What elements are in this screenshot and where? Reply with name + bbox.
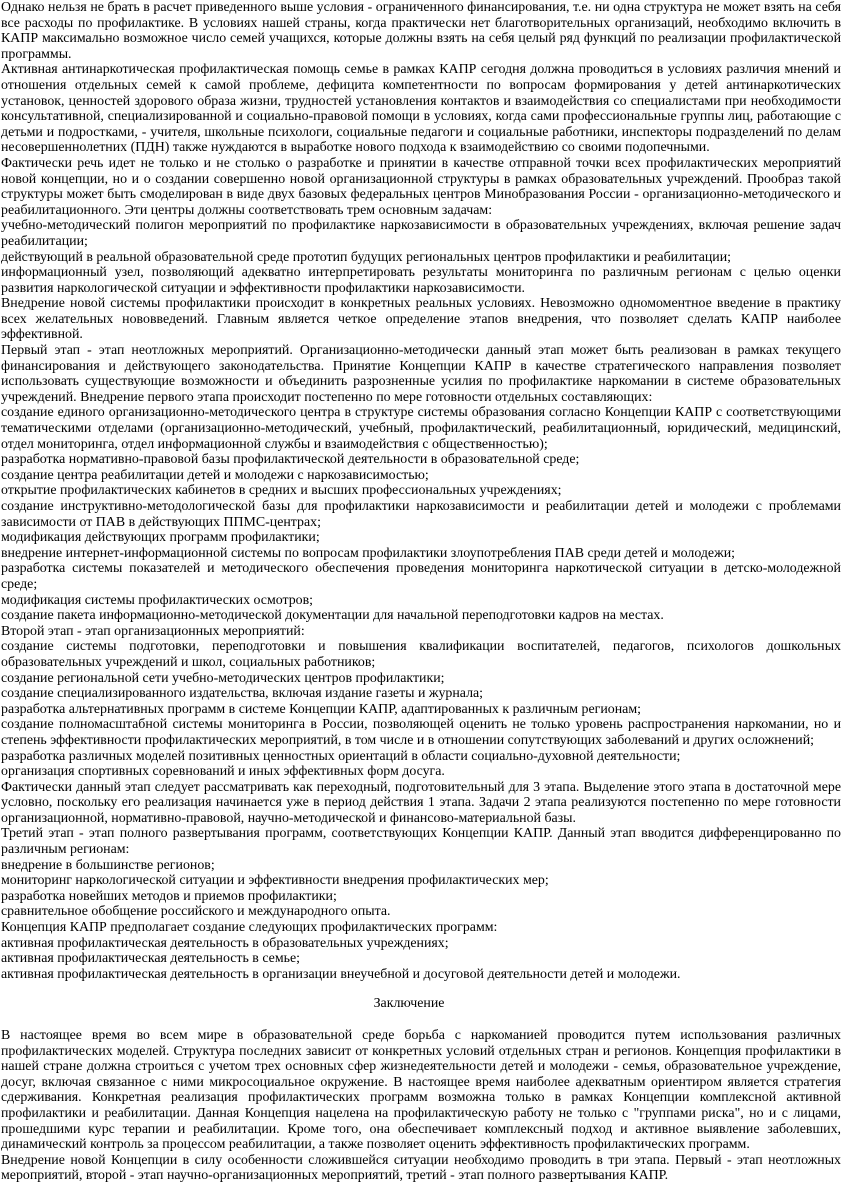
paragraph: Активная антинаркотическая профилактическая помощь семье в рамках КАПР сегодня должна проводиться в условиях различия мнений и отношения отдельных семей к самой проблеме, дефицита компетентности по вопросам формирования у детей антинаркотических установок, ценностей здорового образа жизни, трудностей установления контактов и взаимодействия со специалистами при необходимости консультативной, специализированной и социально-правовой помощи в условиях, когда сами профессиональные группы лиц, работающие с детьми и подростками, - учителя, школьные психологи, социальные педагоги и социальные работники, инспекторы подразделений по делам несовершеннолетних (ПДН) также нуждаются в выработке нового подхода к взаимодействию со своими подопечными. bbox=[1, 62, 841, 156]
document-body bbox=[1, 0, 841, 1184]
list-item: разработка новейших методов и приемов профилактики; bbox=[1, 888, 337, 904]
list-item: создание специализированного издательства, включая издание газеты и журнала; bbox=[1, 686, 484, 702]
paragraph: Внедрение новой системы профилактики происходит в конкретных реальных условиях. Невозможно одномоментное введение в практику всех желательных нововведений. Главным является четкое определение этапов внедрения, что позволяет сделать КАПР наиболее эффективной. bbox=[1, 296, 841, 343]
paragraph: В настоящее время во всем мире в образовательной среде борьба с наркоманией проводится путем использования различных профилактических моделей. Структура последних зависит от конкретных условий отдельных стран и регионов. Концепция профилактики в нашей стране должна строиться с учетом трех основных сфер жизнедеятельности детей и молодежи - семья, образовательное учреждение, досуг, включая связанное с ними микросоциальное окружение. В настоящее время наиболее адекватным ориентиром является стратегия сдерживания. Конкретная реализация профилактических программ возможна только в рамках Концепции комплексной активной профилактики и реабилитации. Данная Концепция нацелена на профилактическую работу не только с "группами риска", но и с лицами, прошедшими курс терапии и реабилитации. Кроме того, она обеспечивает комплексный подход и активное выявление заболевших, динамический контроль за процессом реабилитации, а также позволяет оценить эффективность профилактических программ. bbox=[1, 1028, 841, 1153]
list-item: создание региональной сети учебно-методических центров профилактики; bbox=[1, 670, 445, 686]
list-item: разработка альтернативных программ в системе Концепции КАПР, адаптированных к различным регионам; bbox=[1, 701, 641, 717]
list-item: создание пакета информационно-методической документации для начальной переподготовки кадров на местах. bbox=[1, 608, 664, 624]
list-item: разработка системы показателей и методического обеспечения проведения мониторинга наркотической ситуации в детско-молодежной среде; bbox=[1, 561, 841, 592]
list-item: учебно-методический полигон мероприятий по профилактике наркозависимости в образовательных учреждениях, включая решение задач реабилитации; bbox=[1, 218, 841, 249]
list-item: создание системы подготовки, переподготовки и повышения квалификации воспитателей, педагогов, психологов дошкольных образовательных учреждений и школ, социальных работников; bbox=[1, 639, 841, 670]
conclusion-heading: Заключение bbox=[373, 996, 445, 1012]
list-item: открытие профилактических кабинетов в средних и высших профессиональных учреждениях; bbox=[1, 483, 562, 499]
list-item: действующий в реальной образовательной среде прототип будущих региональных центров профилактики и реабилитации; bbox=[1, 249, 732, 265]
list-item: разработка различных моделей позитивных ценностных ориентаций в области социально-духовной деятельности; bbox=[1, 748, 681, 764]
paragraph: Внедрение новой Концепции в силу особенности сложившейся ситуации необходимо проводить в три этапа. Первый - этап неотложных мероприятий, второй - этап научно-организационных мероприятий, третий - этап полного развертывания КАПР. bbox=[1, 1152, 841, 1184]
list-item: разработка нормативно-правовой базы профилактической деятельности в образовательной среде; bbox=[1, 452, 580, 468]
list-item: организация спортивных соревнований и иных эффективных форм досуга. bbox=[1, 764, 445, 780]
list-item: создание инструктивно-методологической базы для профилактики наркозависимости и реабилитации детей и молодежи с проблемами зависимости от ПАВ в действующих ППМС-центрах; bbox=[1, 499, 841, 530]
list-item: активная профилактическая деятельность в образовательных учреждениях; bbox=[1, 935, 449, 951]
list-item: активная профилактическая деятельность в организации внеучебной и досуговой деятельности детей и молодежи. bbox=[1, 966, 681, 982]
paragraph: Третий этап - этап полного развертывания программ, соответствующих Концепции КАПР. Данный этап вводится дифференцированно по различным регионам: bbox=[1, 826, 841, 858]
paragraph: Второй этап - этап организационных мероприятий: bbox=[1, 623, 305, 639]
list-item: внедрение интернет-информационной системы по вопросам профилактики злоупотребления ПАВ среди детей и молодежи; bbox=[1, 545, 735, 561]
list-item: создание полномасштабной системы мониторинга в России, позволяющей оценить не только уровень распространения наркомании, но и степень эффективности профилактических мероприятий, в том числе и в отношении сопутствующих заболеваний и других осложнений; bbox=[1, 717, 841, 748]
list-item: сравнительное обобщение российского и международного опыта. bbox=[1, 904, 391, 920]
paragraph: Концепция КАПР предполагает создание следующих профилактических программ: bbox=[1, 920, 498, 936]
paragraph: Фактически данный этап следует рассматривать как переходный, подготовительный для 3 этапа. Выделение этого этапа в достаточной мере условно, поскольку его реализация начинается уже в период действия 1 этапа. Задачи 2 этапа реализуются постепенно по мере готовности организационной, нормативно-правовой, научно-методической и финансово-материальной базы. bbox=[1, 779, 841, 826]
paragraph: Однако нельзя не брать в расчет приведенного выше условия - ограниченного финансирования, т.е. ни одна структура не может взять на себя все расходы по профилактике. В условиях нашей страны, когда практически нет благотворительных организаций, необходимо включить в КАПР максимально возможное число семей учащихся, которые должны взять на себя целый ряд функций по реализации профилактической программы. bbox=[1, 0, 841, 62]
list-item: мониторинг наркологической ситуации и эффективности внедрения профилактических мер; bbox=[1, 873, 549, 889]
list-item: создание центра реабилитации детей и молодежи с наркозависимостью; bbox=[1, 467, 429, 483]
paragraph: Первый этап - этап неотложных мероприятий. Организационно-методически данный этап может быть реализован в рамках текущего финансирования и действующего законодательства. Принятие Концепции КАПР в качестве стратегического направления позволяет использовать существующие возможности и объединить разрозненные усилия по профилактике наркомании в системе образовательных учреждений. Внедрение первого этапа происходит постепенно по мере готовности отдельных составляющих: bbox=[1, 343, 841, 405]
list-item: модификация системы профилактических осмотров; bbox=[1, 592, 314, 608]
list-item: создание единого организационно-методического центра в структуре системы образования согласно Концепции КАПР с соответствующими тематическими отделами (организационно-методический, учебный, профилактический, реабилитационный, юридический, медицинский, отдел мониторинга, отдел информационной службы и взаимодействия с общественностью); bbox=[1, 405, 841, 452]
paragraph: Фактически речь идет не только и не столько о разработке и принятии в качестве отправной точки всех профилактических мероприятий новой концепции, но и о создании совершенно новой организационной структуры в рамках образовательных учреждений. Прообраз такой структуры может быть смоделирован в виде двух базовых федеральных центров Минобразования России - организационно-методического и реабилитационного. Эти центры должны соответствовать трем основным задачам: bbox=[1, 155, 841, 218]
list-item: модификация действующих программ профилактики; bbox=[1, 530, 320, 546]
list-item: активная профилактическая деятельность в семье; bbox=[1, 951, 300, 967]
list-item: информационный узел, позволяющий адекватно интерпретировать результаты мониторинга по различным регионам с целью оценки развития наркологической ситуации и эффективности профилактики наркозависимости. bbox=[1, 265, 841, 296]
list-item: внедрение в большинстве регионов; bbox=[1, 857, 215, 873]
